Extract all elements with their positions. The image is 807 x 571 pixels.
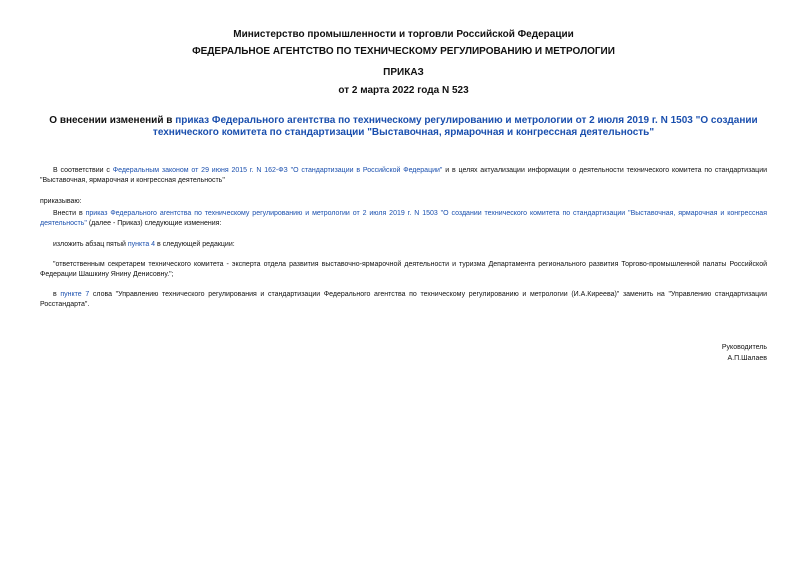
p1-text-b: и в целях актуализации информации о деятельности технического комитета по стандартизации "Выставочная, ярмарочная и конгрессная деятельность" (40, 167, 768, 184)
p6-text-b: слова "Управлению технического регулирования и стандартизации Федерального агентства по техническому регулированию и метрологии (И.А.Киреева)" заменить на "Управлению стандартизации Росстандарта". (40, 291, 767, 308)
title-prefix: О внесении изменений в (49, 115, 176, 126)
item-4-link[interactable]: пункта 4 (127, 241, 156, 248)
signature-name: А.П.Шалаев (727, 355, 767, 362)
paragraph-item-7 (40, 290, 767, 310)
item-7-link[interactable]: пункте 7 (60, 291, 90, 298)
paragraph-new-wording: "ответственным секретарем технического комитета - эксперта отдела развития выставочно-ярмарочной деятельности и туризма Департамента регионального развития Торгово-промышленной палаты Российской Федерации Шашкину Янину Денисовну."; (40, 261, 767, 278)
order-1503-link[interactable]: приказ Федерального агентства по техническому регулированию и метрологии от 2 июля 2019 г. N 1503 "О создании технического комитета по стандартизации "Выставочная, ярмарочная и конгрессная деятельность" (40, 210, 767, 227)
paragraph-basis (40, 166, 767, 186)
agency-heading: ФЕДЕРАЛЬНОЕ АГЕНТСТВО ПО ТЕХНИЧЕСКОМУ РЕГУЛИРОВАНИЮ И МЕТРОЛОГИИ (192, 46, 615, 57)
p4-text-a: изложить абзац пятый (53, 241, 128, 248)
p3-text-b: (далее - Приказ) следующие изменения: (86, 220, 222, 227)
paragraph-amend (40, 209, 767, 229)
p1-text-a: В соответствии с (53, 167, 113, 174)
paragraph-item-4 (53, 240, 235, 250)
paragraph-order-word: приказываю: (40, 198, 82, 205)
p3-text-a: Внести в (53, 210, 86, 217)
title-order-link[interactable]: приказ Федерального агентства по техническому регулированию и метрологии от 2 июля 2019 г. N 1503 "О создании технического комитета по стандартизации "Выставочная, ярмарочная и конгрессная деятельность" (152, 115, 758, 138)
p6-text-a: в (53, 291, 61, 298)
doc-date-number: от 2 марта 2022 года N 523 (338, 85, 469, 96)
ministry-heading: Министерство промышленности и торговли Российской Федерации (233, 29, 574, 40)
federal-law-link[interactable]: Федеральным законом от 29 июня 2015 г. N 162-ФЗ "О стандартизации в Российской Федерации" (112, 167, 443, 174)
p4-text-b: в следующей редакции: (155, 241, 235, 248)
signature-role: Руководитель (721, 344, 767, 351)
document-title (40, 115, 767, 139)
doc-type-heading: ПРИКАЗ (383, 67, 424, 78)
